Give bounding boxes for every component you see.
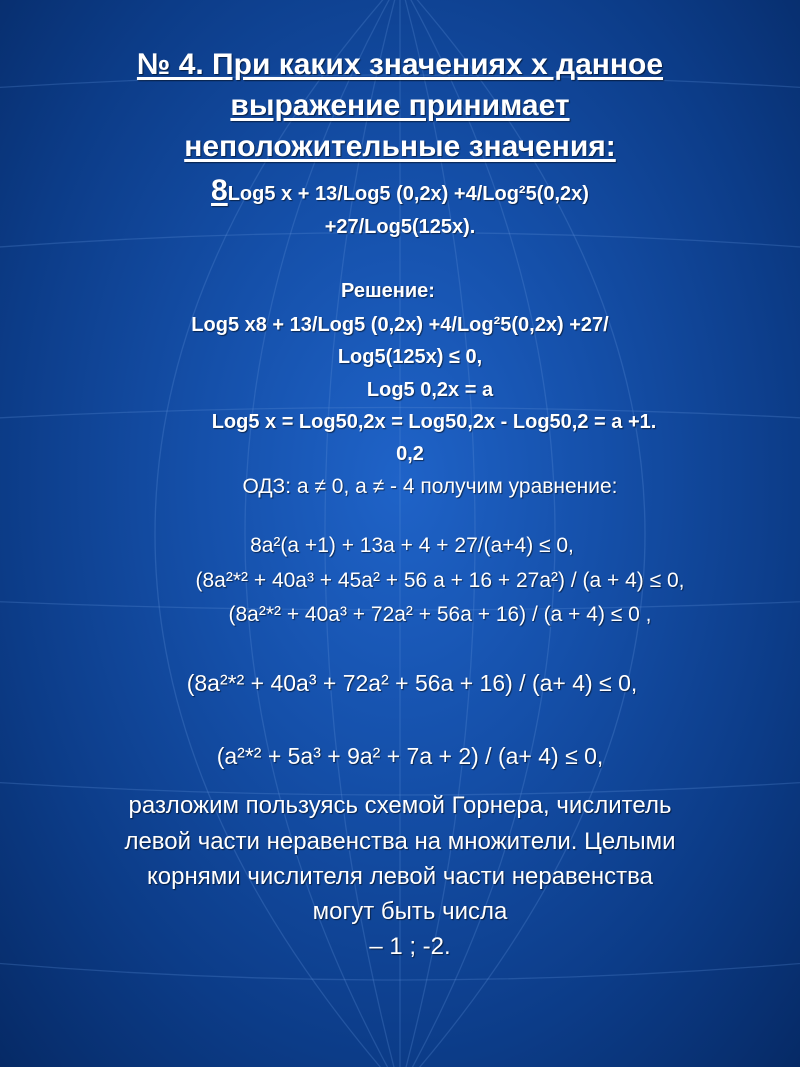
equation-4: (8a²*² + 40a³ + 72a² + 56a + 16) / (a+ 4) ≤ 0,: [186, 670, 638, 696]
expression-line-1: [0, 174, 800, 208]
equation-1: 8a²(a +1) + 13a + 4 + 27/(a+4) ≤ 0,: [250, 534, 574, 557]
solution-line-1: Log5 x8 + 13/Log5 (0,2x) +4/Log²5(0,2x) +27/: [191, 314, 609, 336]
equation-5: (a²*² + 5a³ + 9a² + 7a + 2) / (a+ 4) ≤ 0,: [216, 743, 604, 769]
equation-2: (8a²*² + 40a³ + 45a² + 56 a + 16 + 27a²) / (a + 4) ≤ 0,: [195, 569, 685, 592]
paragraph-line-1: разложим пользуясь схемой Горнера, числитель: [128, 792, 672, 819]
expression-line-1-rest: Log5 x + 13/Log5 (0,2x) +4/Log²5(0,2x): [227, 183, 589, 205]
odz-line: ОДЗ: a ≠ 0, a ≠ - 4 получим уравнение:: [242, 475, 618, 498]
paragraph-line-2: левой части неравенства на множители. Целыми: [124, 828, 676, 855]
title-line-1: № 4. При каких значениях х данное: [136, 48, 664, 81]
expression-line-2: +27/Log5(125x).: [324, 216, 476, 238]
paragraph-line-3: корнями числителя левой части неравенства: [147, 863, 653, 890]
solution-heading: Решение:: [341, 280, 435, 302]
solution-line-2: Log5(125x) ≤ 0,: [337, 346, 483, 368]
equation-3: (8a²*² + 40a³ + 72a² + 56a + 16) / (a + 4) ≤ 0 ,: [228, 603, 652, 626]
title-line-3: неположительные значения:: [184, 130, 616, 163]
expression-lead-digit: 8: [211, 174, 228, 207]
title-line-2: выражение принимает: [230, 89, 570, 122]
paragraph-line-4: могут быть числа: [312, 898, 508, 925]
paragraph-line-5: – 1 ; -2.: [369, 933, 451, 960]
log-transform-line-tail: 0,2: [396, 443, 424, 465]
log-transform-line: Log5 x = Log50,2x = Log50,2x - Log50,2 = a +1.: [211, 411, 657, 433]
substitution-line: Log5 0,2x = a: [366, 379, 494, 401]
